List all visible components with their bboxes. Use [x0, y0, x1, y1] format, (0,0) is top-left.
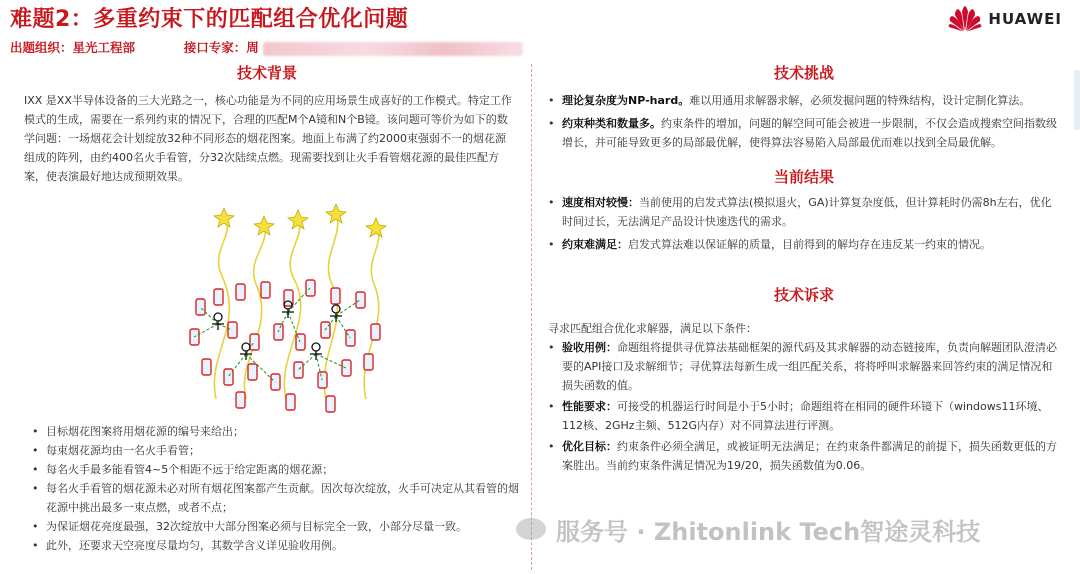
list-item: • 每束烟花源均由一名火手看管；	[24, 441, 524, 460]
right-panel	[534, 62, 1074, 574]
huawei-flower-icon	[948, 6, 982, 32]
requirement-item-text: 命题组将提供寻优算法基础框架的源代码及其求解器的动态链接库，负责向解题团队澄清必要的API接口及求解细节；寻优算法每新生成一组匹配关系，将将呼叫求解器来回答约束的满足情况和损失函数的值。	[562, 341, 1057, 392]
expert-value: 周	[246, 40, 259, 55]
requirement-item-bold: 优化目标：	[562, 440, 617, 453]
challenge-item	[540, 114, 1060, 152]
column-divider	[531, 64, 532, 570]
requirement-intro: 寻求匹配组合优化求解器，满足以下条件：	[548, 322, 757, 335]
background-panel	[6, 62, 528, 574]
challenge-item-bold: 约束种类和数量多。	[562, 117, 661, 130]
results-item-bold: 约束难满足：	[562, 238, 628, 251]
challenge-item-text: 难以用通用求解器求解，必须发掘问题的特殊结构，设计定制化算法。	[689, 94, 1031, 107]
watermark: 服务号 · Zhitonlink Tech智途灵科技	[556, 518, 981, 546]
logo-text: HUAWEI	[988, 10, 1062, 28]
list-item: • 此外，还要求天空亮度尽量均匀，其数学含义详见验收用例。	[24, 536, 524, 555]
challenge-item-bold: 理论复杂度为NP-hard。	[562, 94, 690, 107]
list-item: • 每名火手最多能看管4~5个相距不远于给定距离的烟花源；	[24, 460, 524, 479]
results-item	[540, 235, 1060, 254]
background-paragraph: IXX 是XX半导体设备的三大光路之一，核心功能是为不同的应用场景生成喜好的工作模式。特定工作模式的生成，需要在一系列约束的情况下，合理的匹配M个A镜和N个B镜。该问题可等价为如下的数学问题：一场烟花会计划绽放32种不同形态的烟花图案。地面上布满了约2000束强弱不一的烟花源组成的阵列，由约400名火手看管，分32次陆续点燃。现需要找到让火手看管烟花源的最佳匹配方案，使表演最好地达成预期效果。	[24, 94, 512, 183]
list-item: • 目标烟花图案将用烟花源的编号来给出；	[24, 422, 524, 441]
star-icons	[214, 204, 386, 237]
requirement-list	[540, 338, 1060, 475]
requirement-item-text: 约束条件必须全满足，或被证明无法满足；在约束条件都满足的前提下，损失函数更低的方案胜出。当前约束条件满足情况为19/20，损失函数值为0.06。	[562, 440, 1057, 472]
list-item: • 为保证烟花亮度最强，32次绽放中大部分图案必须与目标完全一致，小部分尽量一致。	[24, 517, 524, 536]
expert-label: 接口专家：	[183, 40, 247, 55]
requirement-item	[540, 397, 1060, 435]
requirement-item	[540, 338, 1060, 395]
results-list	[540, 193, 1060, 254]
requirement-item-bold: 验收用例：	[562, 341, 617, 354]
challenge-list	[540, 91, 1060, 152]
requirement-item	[540, 437, 1060, 475]
wechat-icon	[516, 518, 546, 540]
redacted-region	[263, 42, 523, 56]
subtitle-line	[10, 38, 523, 56]
results-item-text: 启发式算法难以保证解的质量，目前得到的解均存在违反某一约束的情况。	[628, 238, 991, 251]
results-title: 当前结果	[773, 168, 834, 186]
title-bar	[0, 0, 1080, 60]
background-title: 技术背景	[236, 64, 297, 82]
requirement-title: 技术诉求	[773, 286, 834, 304]
fireworks-illustration	[176, 204, 406, 414]
results-item	[540, 193, 1060, 231]
list-item: • 每名火手看管的烟花源未必对所有烟花图案都产生贡献。因次每次绽放，火手可决定从其看管的烟花源中挑出最多一束点燃，或者不点；	[24, 479, 524, 517]
results-item-text: 当前使用的启发式算法(模拟退火，GA)计算复杂度低，但计算耗时仍需8h左右，优化时间过长，无法满足产品设计快速迭代的需求。	[562, 196, 1052, 228]
page-title: 难题2：多重约束下的匹配组合优化问题	[10, 7, 409, 32]
challenge-title: 技术挑战	[773, 64, 834, 82]
scrollbar[interactable]	[1074, 70, 1080, 130]
requirement-item-text: 可接受的机器运行时间是小于5小时；命题组将在相同的硬件环镜下（windows11环境、112核、2GHz主频、512G内存）对不同算法进行评测。	[562, 400, 1049, 432]
challenge-item	[540, 91, 1060, 110]
background-bullets	[24, 422, 524, 555]
results-item-bold: 速度相对较慢：	[562, 196, 639, 209]
org-label: 出题组织：	[10, 40, 73, 55]
requirement-item-bold: 性能要求：	[562, 400, 617, 413]
challenge-item-text: 约束条件的增加，问题的解空间可能会被进一步限制，不仅会造成搜索空间指数级增长，并可能导致更多的局部最优解，使得算法容易陷入局部最优而难以找到全局最优解。	[562, 117, 1057, 149]
huawei-logo	[948, 6, 1062, 32]
org-value: 星光工程部	[72, 40, 136, 55]
